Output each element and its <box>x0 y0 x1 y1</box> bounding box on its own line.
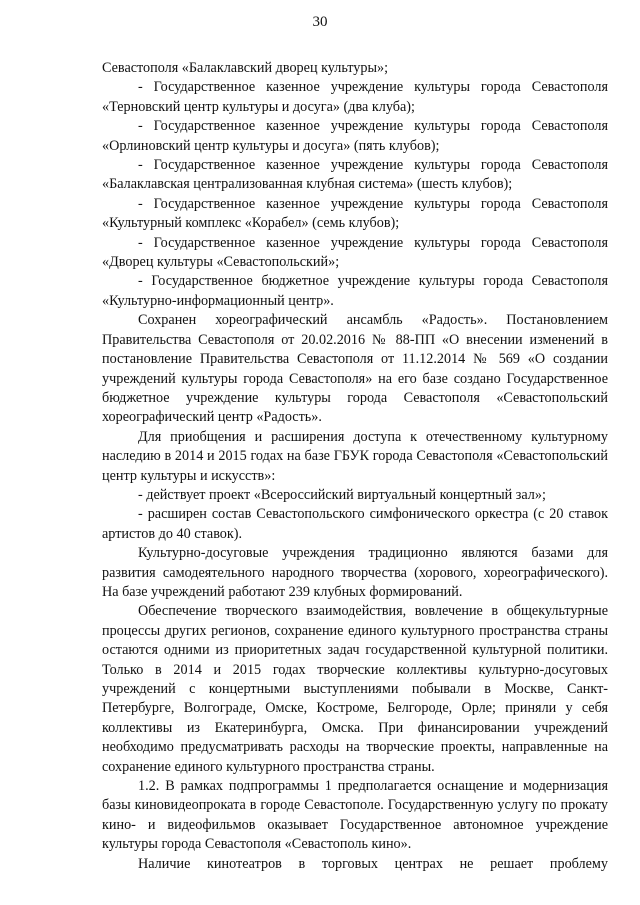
paragraph: Для приобщения и расширения доступа к отечественному культурному наследию в 2014 и 2015 годах на базе ГБУК города Севастополя «Севастопольский центр культуры и искусств»: <box>102 428 608 484</box>
paragraph: Севастополя «Балаклавский дворец культуры»; <box>102 60 389 76</box>
body-text <box>102 59 608 874</box>
paragraph: - действует проект «Всероссийский виртуальный концертный зал»; <box>138 486 546 503</box>
paragraph: - Государственное казенное учреждение культуры города Севастополя «Орлиновский центр культуры и досуга» (пять клубов); <box>102 118 608 154</box>
page-number: 30 <box>312 14 328 30</box>
paragraph: Культурно-досуговые учреждения традиционно являются базами для развития самодеятельного народного творчества (хорового, хореографического). На базе учреждений работают 239 клубных формирований. <box>102 545 608 600</box>
paragraph: - Государственное казенное учреждение культуры города Севастополя «Балаклавская централизованная клубная система» (шесть клубов); <box>102 157 608 193</box>
paragraph: Сохранен хореографический ансамбль «Радость». Постановлением Правительства Севастополя от 20.02.2016 № 88-ПП «О внесении изменений в постановление Правительства Севастополя от 11.12.2014 № 569 «О создании учреждений культуры города Севастополя» на его базе создано Государственное бюджетное учреждение культуры города Севастополя «Севастопольский хореографический центр «Радость». <box>102 312 608 426</box>
paragraph: - Государственное казенное учреждение культуры города Севастополя «Культурный комплекс «Корабел» (семь клубов); <box>102 195 608 232</box>
paragraph: - Государственное бюджетное учреждение культуры города Севастополя «Культурно-информационный центр». <box>102 273 608 309</box>
paragraph: 1.2. В рамках подпрограммы 1 предполагается оснащение и модернизация базы киновидеопроката в городе Севастополе. Государственную услугу по прокату кино- и видеофильмов оказывает Государственное автономное учреждение культуры города Севастополя «Севастополь кино». <box>102 778 608 853</box>
paragraph: - Государственное казенное учреждение культуры города Севастополя «Терновский центр культуры и досуга» (два клуба); <box>102 79 608 115</box>
paragraph: Наличие кинотеатров в торговых центрах не решает проблему <box>138 855 608 872</box>
paragraph: - расширен состав Севастопольского симфонического оркестра (с 20 ставок артистов до 40 ставок). <box>102 506 608 542</box>
paragraph: - Государственное казенное учреждение культуры города Севастополя «Дворец культуры «Севастопольский»; <box>102 234 608 271</box>
paragraph: Обеспечение творческого взаимодействия, вовлечение в общекультурные процессы других регионов, сохранение единого культурного пространства страны остаются одними из приоритетных задач государственной культурной политики. Только в 2014 и 2015 годах творческие коллективы культурно-досуговых учреждений с концертными выступлениями побывали в Москве, Санкт-Петербурге, Волгограде, Омске, Костроме, Белгороде, Орле; приняли у себя коллективы из Екатеринбурга, Омска. При финансировании учреждений необходимо предусматривать расходы на творческие проекты, направленные на сохранение единого культурного пространства страны. <box>102 603 608 775</box>
